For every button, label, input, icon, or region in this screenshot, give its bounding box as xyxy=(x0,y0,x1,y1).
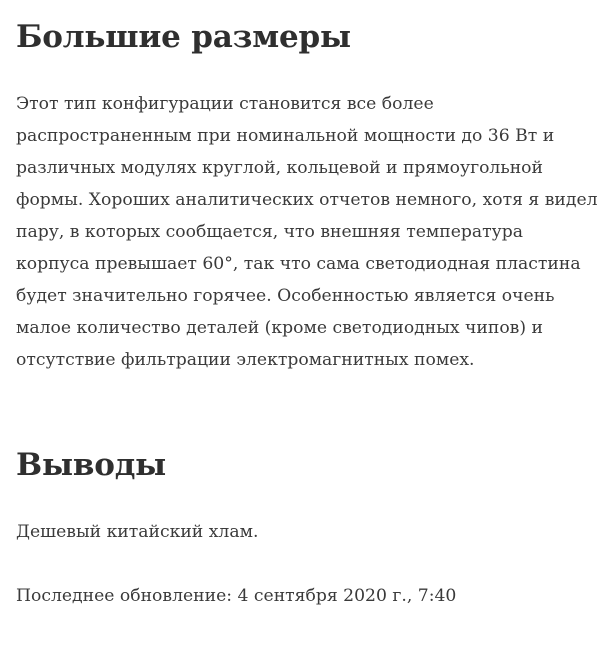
last-updated-text: Последнее обновление: 4 сентября 2020 г., 7:40 xyxy=(16,586,457,606)
section-heading-conclusions: Выводы xyxy=(16,447,167,483)
section-paragraph-large-sizes: Этот тип конфигурации становится все более распространенным при номинальной мощности до 36 Вт и различных модулях круглой, кольцевой и прямоугольной формы. Хороших аналитических отчетов немного, хотя я видел пару, в которых сообщается, что внешняя температура корпуса превышает 60°, так что сама светодиодная пластина будет значительно горячее. Особенностью является очень малое количество деталей (кроме светодиодных чипов) и отсутствие фильтрации электромагнитных помех. xyxy=(16,94,598,370)
section-heading-large-sizes: Большие размеры xyxy=(16,19,351,55)
section-paragraph-conclusions: Дешевый китайский хлам. xyxy=(16,522,259,542)
